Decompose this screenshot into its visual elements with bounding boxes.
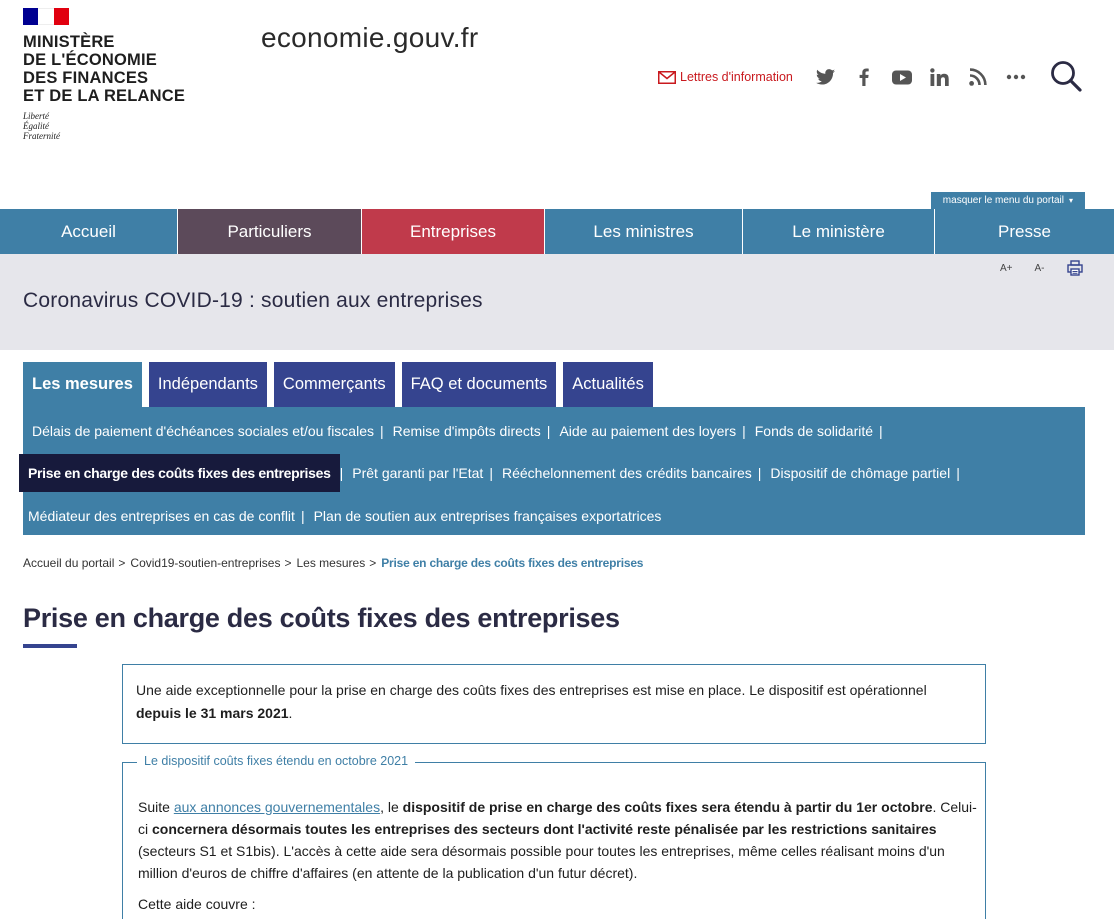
submenu-separator: | bbox=[546, 423, 551, 439]
submenu-row-1 bbox=[23, 417, 883, 445]
breadcrumb-item-covid19[interactable]: Covid19-soutien-entreprises bbox=[130, 556, 281, 570]
nav-accueil[interactable]: Accueil bbox=[0, 209, 178, 254]
republic-motto: Liberté Égalité Fraternité bbox=[23, 111, 60, 141]
linkedin-icon[interactable] bbox=[921, 62, 959, 92]
social-links bbox=[807, 62, 1035, 92]
font-increase-button[interactable]: A+ bbox=[1000, 262, 1013, 274]
breadcrumb-item-mesures[interactable]: Les mesures bbox=[296, 556, 366, 570]
page-title: Prise en charge des coûts fixes des entreprises bbox=[23, 603, 620, 633]
text-segment: . Celui-ci bbox=[138, 799, 977, 837]
main-navigation bbox=[0, 209, 1114, 254]
breadcrumb-current: Prise en charge des coûts fixes des entreprises bbox=[381, 556, 644, 570]
nav-le-ministere[interactable]: Le ministère bbox=[743, 209, 935, 254]
text-segment: (secteurs S1 et S1bis). L'accès à cette aide sera désormais possible pour toutes les entreprises, même celles réalisant moins d'un million d'euros de chiffre d'affaires (en attente de la publication d'un futur décret). bbox=[138, 843, 945, 881]
submenu-separator: | bbox=[956, 465, 960, 481]
submenu-separator: | bbox=[879, 423, 883, 439]
ministry-name: MINISTÈRE DE L'ÉCONOMIE DES FINANCES ET DE LA RELANCE bbox=[23, 33, 186, 105]
ministry-logo[interactable] bbox=[23, 8, 203, 141]
tab-commercants[interactable]: Commerçants bbox=[274, 362, 395, 407]
title-underline bbox=[23, 644, 77, 648]
breadcrumb-separator: > bbox=[284, 556, 292, 570]
tab-actualites[interactable]: Actualités bbox=[563, 362, 653, 407]
print-icon[interactable] bbox=[1067, 260, 1083, 276]
more-icon[interactable] bbox=[997, 62, 1035, 92]
submenu-row-3 bbox=[23, 502, 667, 530]
submenu-link-aide-loyers[interactable]: Aide au paiement des loyers bbox=[559, 423, 737, 439]
nav-particuliers[interactable]: Particuliers bbox=[178, 209, 362, 254]
hide-portal-menu-button[interactable] bbox=[931, 192, 1085, 209]
submenu-link-delais-paiement[interactable]: Délais de paiement d'échéances sociales et/ou fiscales bbox=[32, 423, 374, 439]
site-name[interactable]: economie.gouv.fr bbox=[261, 22, 479, 53]
intro-box bbox=[122, 664, 986, 744]
text-bold: concernera désormais toutes les entreprises des secteurs dont l'activité reste pénalisée par les restrictions sanitaires bbox=[152, 821, 937, 837]
breadcrumb-separator: > bbox=[118, 556, 126, 570]
twitter-icon[interactable] bbox=[807, 62, 845, 92]
announcements-link[interactable]: aux annonces gouvernementales bbox=[173, 799, 381, 815]
section-title: Coronavirus COVID-19 : soutien aux entreprises bbox=[23, 289, 483, 312]
intro-end: . bbox=[288, 705, 293, 721]
submenu-separator: | bbox=[300, 508, 305, 524]
submenu-row-2 bbox=[23, 459, 960, 487]
submenu-link-reechelonnement[interactable]: Rééchelonnement des crédits bancaires bbox=[501, 465, 752, 481]
submenu-separator: | bbox=[379, 423, 384, 439]
facebook-icon[interactable] bbox=[845, 62, 883, 92]
hide-portal-menu-label: masquer le menu du portail bbox=[942, 195, 1064, 206]
intro-text: Une aide exceptionnelle pour la prise en charge des coûts fixes des entreprises est mise en place. Le dispositif est opérationnel bbox=[136, 682, 927, 698]
breadcrumb-item-accueil[interactable]: Accueil du portail bbox=[23, 556, 115, 570]
fieldset-paragraph-2: Cette aide couvre : bbox=[138, 896, 256, 912]
search-button[interactable] bbox=[1048, 58, 1084, 94]
font-size-tools bbox=[1000, 260, 1083, 276]
youtube-icon[interactable] bbox=[883, 62, 921, 92]
extension-fieldset bbox=[122, 754, 986, 919]
submenu-link-mediateur[interactable]: Médiateur des entreprises en cas de conflit bbox=[28, 508, 295, 524]
submenu-link-pret-garanti[interactable]: Prêt garanti par l'Etat bbox=[352, 465, 484, 481]
submenu-separator: | bbox=[489, 465, 493, 481]
mail-icon bbox=[658, 71, 676, 84]
fieldset-paragraph bbox=[138, 796, 978, 884]
breadcrumb bbox=[23, 556, 643, 570]
submenu-separator: | bbox=[742, 423, 746, 439]
submenu-link-remise-impots[interactable]: Remise d'impôts directs bbox=[392, 423, 541, 439]
site-header bbox=[0, 0, 1114, 209]
nav-presse[interactable]: Presse bbox=[935, 209, 1114, 254]
section-tabs bbox=[23, 362, 660, 407]
text-segment: Suite bbox=[138, 799, 174, 815]
newsletter-link[interactable] bbox=[658, 70, 793, 84]
tab-faq-documents[interactable]: FAQ et documents bbox=[402, 362, 557, 407]
nav-les-ministres[interactable]: Les ministres bbox=[545, 209, 743, 254]
submenu-separator: | bbox=[757, 465, 762, 481]
marianne-flag-icon bbox=[23, 8, 69, 25]
tab-les-mesures[interactable]: Les mesures bbox=[23, 362, 142, 407]
text-segment: , le bbox=[380, 799, 403, 815]
header-tools bbox=[658, 62, 1035, 92]
tab-independants[interactable]: Indépendants bbox=[149, 362, 267, 407]
submenu-link-chomage-partiel[interactable]: Dispositif de chômage partiel bbox=[770, 465, 951, 481]
chevron-down-icon: ▾ bbox=[1068, 196, 1073, 205]
measures-submenu bbox=[23, 407, 1085, 535]
rss-icon[interactable] bbox=[959, 62, 997, 92]
nav-entreprises[interactable]: Entreprises bbox=[362, 209, 545, 254]
fieldset-content bbox=[138, 796, 978, 919]
fieldset-legend: Le dispositif coûts fixes étendu en octobre 2021 bbox=[137, 754, 415, 768]
search-icon bbox=[1050, 60, 1082, 92]
newsletter-label: Lettres d'information bbox=[680, 70, 793, 84]
intro-date: depuis le 31 mars 2021 bbox=[136, 705, 289, 721]
submenu-link-couts-fixes[interactable]: Prise en charge des coûts fixes des entreprises bbox=[19, 454, 340, 492]
submenu-link-fonds-solidarite[interactable]: Fonds de solidarité bbox=[754, 423, 874, 439]
submenu-link-plan-export[interactable]: Plan de soutien aux entreprises françaises exportatrices bbox=[313, 508, 662, 524]
font-decrease-button[interactable]: A- bbox=[1034, 262, 1045, 274]
text-bold: dispositif de prise en charge des coûts fixes sera étendu à partir du 1er octobre bbox=[402, 799, 933, 815]
submenu-separator: | bbox=[339, 465, 344, 481]
breadcrumb-separator: > bbox=[369, 556, 377, 570]
